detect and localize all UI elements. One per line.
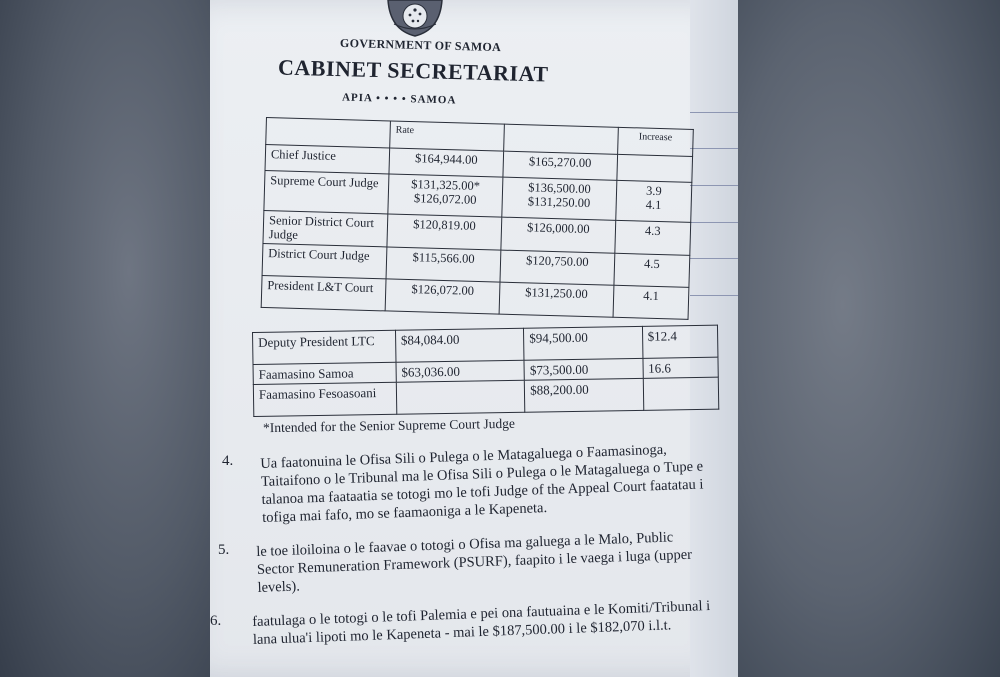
increase-cell: 16.6 [642,357,718,378]
new-rate-cell: $165,270.00 [503,151,618,180]
new-rate-cell: $131,250.00 [499,282,614,317]
table-header-cell: Rate [390,121,505,151]
position-cell: Faamasino Fesoasoani [253,382,396,416]
rate-cell: $63,036.00 [396,360,525,382]
position-cell: Faamasino Samoa [253,362,396,384]
position-cell: Supreme Court Judge [264,170,389,213]
table-header-cell [266,118,391,148]
rate-cell: $120,819.00 [387,214,502,250]
increase-cell: 4.1 [613,285,689,319]
rate-cell: $131,325.00* $126,072.00 [388,174,503,217]
increase-cell: $12.4 [642,325,718,358]
location-line: APIA • • • • SAMOA [341,91,457,107]
position-cell: Deputy President LTC [253,330,396,364]
government-heading: GOVERNMENT OF SAMOA [339,35,502,55]
rate-cell: $84,084.00 [395,328,524,362]
increase-cell: 4.3 [615,220,691,255]
new-rate-cell: $126,000.00 [501,217,616,253]
rate-cell: $115,566.00 [386,247,501,282]
position-cell: Chief Justice [265,145,390,174]
background-right [738,0,1000,677]
increase-cell [617,154,693,182]
position-cell: Senior District Court Judge [263,210,388,246]
position-cell: President L&T Court [261,275,386,310]
rate-cell [396,380,525,414]
paragraph-5: le toe iloiloina o le faavae o totogi o Ofisa ma galuega a le Malo, Public Sector Remuneration Framework (PSURF), faapito i le vaega i luga (upper levels). [256,529,693,596]
paragraph-6: faatulaga o le totogi o le tofi Palemia e pei ona fautuaina e le Komiti/Tribunal i lana ulua'i lipoti mo le Kapeneta - mai le $187,500.00 i le $182,070 i.l.t. [252,598,711,648]
increase-cell: 4.5 [614,253,690,287]
salary-table-land-titles [252,325,719,417]
paragraph-number: 5. [218,542,230,558]
table-row [253,377,718,416]
rate-cell: $126,072.00 [385,279,500,314]
paragraph-number: 4. [222,453,234,469]
new-rate-cell: $136,500.00 $131,250.00 [502,177,617,220]
government-crest-seal [380,0,450,38]
increase-cell [643,377,719,410]
table-header-cell: Increase [617,127,693,156]
new-rate-cell: $88,200.00 [525,378,644,412]
salary-table-judges [261,117,694,320]
new-rate-cell: $73,500.00 [524,358,643,380]
new-rate-cell: $120,750.00 [500,250,615,285]
paragraph-4: Ua faatonuina le Ofisa Sili o Pulega o le Matagaluega o Faamasinoga, Taitaifono o le Tribunal ma le Ofisa Sili o Pulega o le Matagaluega o Tupe e talanoa ma faataatia se totogi mo le tofi Judge of the Appeal Court faatatau i tofiga mai fafo, mo se faamaoniga a le Kapeneta. [260,441,704,526]
page-title: CABINET SECRETARIAT [277,54,549,87]
position-cell: District Court Judge [262,243,387,278]
paragraph-number: 6. [210,613,222,629]
footnote: *Intended for the Senior Supreme Court Judge [262,415,516,436]
new-rate-cell: $94,500.00 [524,326,643,360]
increase-cell: 3.9 4.1 [616,180,692,222]
rate-cell: $164,944.00 [389,148,504,177]
table-header-cell [504,124,619,154]
background-left [0,0,215,677]
